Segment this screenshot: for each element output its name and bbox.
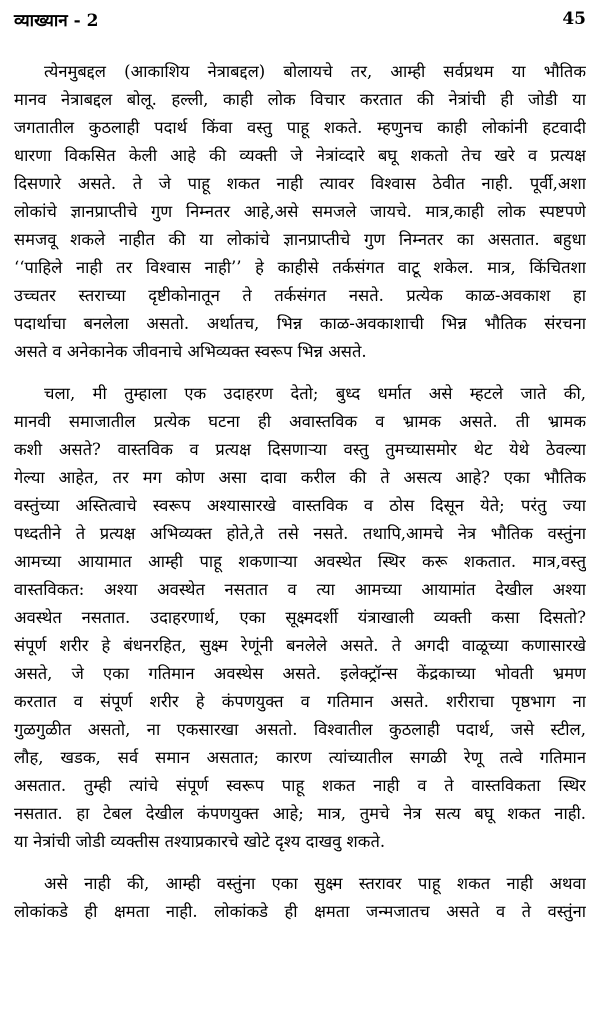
text-line: कशी असते? वास्तविक व प्रत्यक्ष दिसणाऱ्या वस्तु तुमच्यासमोर थेट येथे ठेवल्या	[14, 440, 586, 459]
text-line: गुळगुळीत असतो, ना एकसारखा असतो. विश्वातील कुठलाही पदार्थ, जसे स्टील,	[14, 720, 586, 739]
text-line: संपूर्ण शरीर हे बंधनरहित, सुक्ष्म रेणूंनी बनलेले असते. ते अगदी वाळूच्या कणासारखे	[14, 636, 586, 655]
text-line: उच्चतर स्तराच्या दृष्टीकोनातून ते तर्कसंगत नसते. प्रत्येक काळ-अवकाश हा	[14, 286, 586, 305]
text-line: अवस्थेत नसतात. उदाहरणार्थ, एका सूक्ष्मदर्शी यंत्राखाली व्यक्ती कसा दिसतो?	[14, 608, 586, 627]
text-line: पदार्थाचा बनलेला असतो. अर्थातच, भिन्न काळ-अवकाशाची भिन्न भौतिक संरचना	[14, 314, 586, 333]
text-line: चला, मी तुम्हाला एक उदाहरण देतो; बुध्द धर्मात असे म्हटले जाते की,	[44, 384, 586, 403]
text-line: गेल्या आहेत, तर मग कोण असा दावा करील की ते असत्य आहे? एका भौतिक	[14, 468, 586, 487]
text-line: असतात. तुम्ही त्यांचे संपूर्ण स्वरूप पाहू शकत नाही व ते वास्तविकता स्थिर	[14, 776, 586, 795]
text-line: मानवी समाजातील प्रत्येक घटना ही अवास्तविक व भ्रामक असते. ती भ्रामक	[14, 412, 586, 431]
text-line: असते, जे एका गतिमान अवस्थेस असते. इलेक्ट्रॉन्स केंद्रकाच्या भोवती भ्रमण	[14, 664, 586, 683]
text-line: या नेत्रांची जोडी व्यक्तीस तश्याप्रकारचे खोटे दृश्य दाखवु शकते.	[14, 832, 386, 851]
text-line: दिसणारे असते. ते जे पाहू शकत नाही त्यावर विश्वास ठेवीत नाही. पूर्वी,अशा	[14, 174, 586, 193]
text-line: आमच्या आयामात आम्ही पाहू शकणाऱ्या अवस्थेत स्थिर करू शकतात. मात्र,वस्तु	[14, 552, 586, 571]
text-line: लोकांचे ज्ञानप्राप्तीचे गुण निम्नतर आहे,असे समजले जायचे. मात्र,काही लोक स्पष्टपणे	[14, 202, 586, 221]
paragraph-2	[14, 380, 586, 856]
text-line: मानव नेत्राबद्दल बोलू. हल्ली, काही लोक विचार करतात की नेत्रांची ही जोडी या	[14, 90, 586, 109]
text-line: वस्तुंच्या अस्तित्वाचे स्वरूप अश्यासारखे वास्तविक व ठोस दिसून येते; परंतु ज्या	[14, 496, 586, 515]
page-header	[14, 6, 586, 32]
paragraph-3	[14, 870, 586, 926]
body-text	[14, 58, 586, 940]
text-line: त्येनमुबद्दल (आकाशिय नेत्राबद्दल) बोलायचे तर, आम्ही सर्वप्रथम या भौतिक	[44, 62, 586, 81]
text-line: समजवू शकले नाहीत की या लोकांचे ज्ञानप्राप्तीचे गुण निम्नतर का असतात. बहुधा	[14, 230, 586, 249]
paragraph-1	[14, 58, 586, 366]
text-line: लोकांकडे ही क्षमता नाही. लोकांकडे ही क्षमता जन्मजातच असते व ते वस्तुंना	[14, 902, 586, 921]
text-line: असे नाही की, आम्ही वस्तुंना एका सुक्ष्म स्तरावर पाहू शकत नाही अथवा	[44, 874, 586, 893]
page-number: 45	[562, 9, 586, 29]
text-line: ‘‘पाहिले नाही तर विश्वास नाही’’ हे काहीसे तर्कसंगत वाटू शकेल. मात्र, किंचितशा	[14, 258, 586, 277]
text-line: लौह, खडक, सर्व समान असतात; कारण त्यांच्यातील सगळी रेणू तत्वे गतिमान	[14, 748, 586, 767]
text-line: वास्तविकत: अश्या अवस्थेत नसतात व त्या आमच्या आयामांत देखील अश्या	[14, 580, 586, 599]
text-line: धारणा विकसित केली आहे की व्यक्ती जे नेत्रांव्दारे बघू शकतो तेच खरे व प्रत्यक्ष	[14, 146, 586, 165]
text-line: करतात व संपूर्ण शरीर हे कंपणयुक्त व गतिमान असते. शरीराचा पृष्ठभाग ना	[14, 692, 586, 711]
section-title: व्याख्यान - 2	[14, 10, 99, 31]
text-line: पध्दतीने ते प्रत्यक्ष अभिव्यक्त होते,ते तसे नसते. तथापि,आमचे नेत्र भौतिक वस्तुंना	[14, 524, 586, 543]
text-line: नसतात. हा टेबल देखील कंपणयुक्त आहे; मात्र, तुमचे नेत्र सत्य बघू शकत नाही.	[14, 804, 586, 823]
text-line: जगतातील कुठलाही पदार्थ किंवा वस्तु पाहू शकते. म्हणुनच काही लोकांनी हटवादी	[14, 118, 586, 137]
text-line: असते व अनेकानेक जीवनाचे अभिव्यक्त स्वरूप भिन्न असते.	[14, 342, 367, 361]
